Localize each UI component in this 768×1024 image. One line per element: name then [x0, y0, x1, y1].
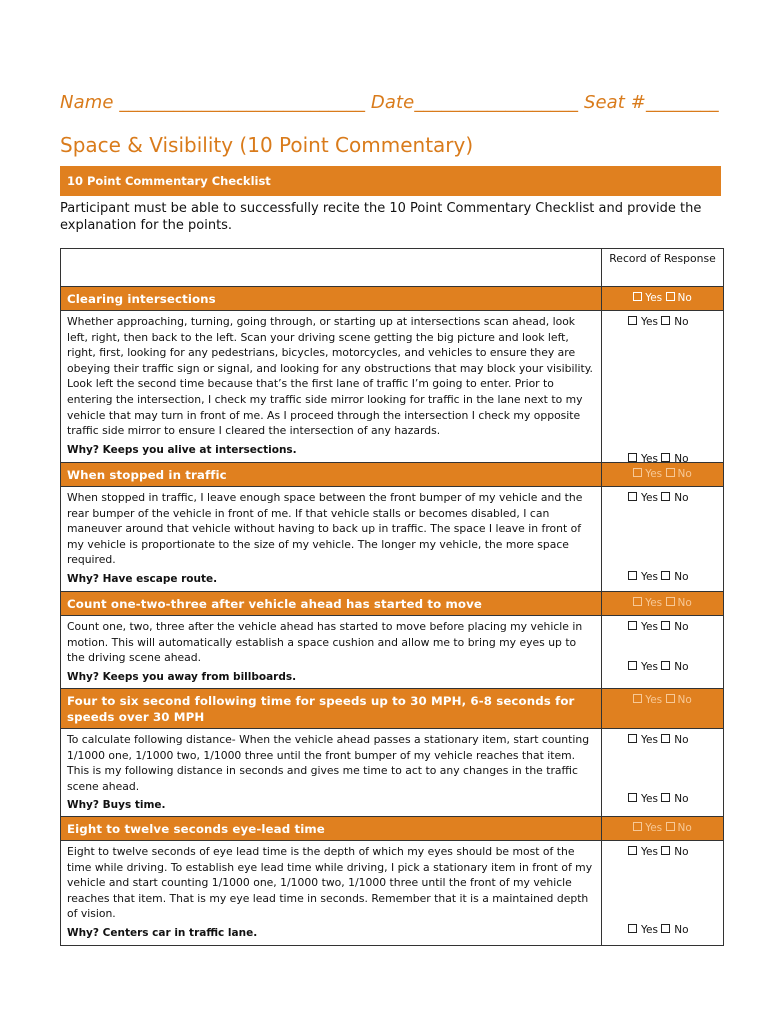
response-cell	[602, 616, 724, 689]
checkbox-icon[interactable]	[661, 453, 670, 462]
section-body-row	[61, 729, 724, 817]
checkbox-icon[interactable]	[628, 793, 637, 802]
section-yes-no: Yes No	[602, 463, 724, 487]
section-body-row	[61, 311, 724, 463]
checkbox-icon[interactable]	[628, 924, 637, 933]
section-yes-no: Yes No	[602, 689, 724, 729]
section-body	[61, 311, 602, 463]
checkbox-icon[interactable]	[666, 694, 675, 703]
checkbox-icon[interactable]	[661, 492, 670, 501]
section-heading: When stopped in traffic	[61, 463, 602, 487]
yes-no-bottom: Yes No	[628, 923, 689, 939]
section-heading-row	[61, 463, 724, 487]
date-blank[interactable]: __________________	[414, 92, 579, 113]
section-body	[61, 616, 602, 689]
section-text: To calculate following distance- When the vehicle ahead passes a stationary item, start counting 1/1000 one, 1/1000 two, 1/1000 three until the front bumper of my vehicle reaches that item. This is my following distance in seconds and gives me time to act to any changes in the traffic scene ahead.	[67, 733, 590, 793]
response-cell	[602, 311, 724, 463]
checkbox-icon[interactable]	[633, 822, 642, 831]
checklist-banner: 10 Point Commentary Checklist	[60, 166, 721, 196]
yes-no-bottom: Yes No	[628, 452, 689, 468]
checkbox-icon[interactable]	[628, 453, 637, 462]
checkbox-icon[interactable]	[661, 846, 670, 855]
checkbox-icon[interactable]	[628, 621, 637, 630]
checkbox-icon[interactable]	[633, 694, 642, 703]
checkbox-icon[interactable]	[661, 793, 670, 802]
section-body-row	[61, 616, 724, 689]
checklist-table	[60, 248, 724, 946]
checkbox-icon[interactable]	[661, 316, 670, 325]
checkbox-icon[interactable]	[666, 822, 675, 831]
response-cell	[602, 841, 724, 946]
name-blank[interactable]: ___________________________	[119, 92, 366, 113]
yes-no-top: Yes No	[628, 620, 689, 636]
checkbox-icon[interactable]	[633, 597, 642, 606]
checkbox-icon[interactable]	[661, 571, 670, 580]
yes-no-bottom: Yes No	[628, 570, 689, 586]
section-why: Why? Have escape route.	[67, 572, 218, 585]
checkbox-icon[interactable]	[628, 492, 637, 501]
checkbox-icon[interactable]	[666, 597, 675, 606]
name-label: Name	[60, 92, 114, 113]
section-why: Why? Keeps you alive at intersections.	[67, 443, 297, 456]
yes-no-top: Yes No	[628, 845, 689, 861]
checkbox-icon[interactable]	[661, 734, 670, 743]
date-label: Date	[370, 92, 415, 113]
checkbox-icon[interactable]	[661, 924, 670, 933]
checkbox-icon[interactable]	[633, 292, 642, 301]
section-body-row	[61, 487, 724, 592]
section-body	[61, 841, 602, 946]
table-header-row	[61, 249, 724, 287]
intro-paragraph: Participant must be able to successfully recite the 10 Point Commentary Checklist and provide the explanation for the points.	[60, 201, 702, 233]
checkbox-icon[interactable]	[666, 292, 675, 301]
section-yes-no: Yes No	[602, 592, 724, 616]
section-text: When stopped in traffic, I leave enough space between the front bumper of my vehicle and the rear bumper of the vehicle in front of me. If that vehicle stalls or becomes disabled, I can maneuver around that vehicle without having to back up in traffic. The space I leave in front of my vehicle is proportionate to the size of my vehicle. The longer my vehicle, the more space required.	[67, 491, 583, 567]
section-why: Why? Buys time.	[67, 799, 166, 812]
section-text: Whether approaching, turning, going through, or starting up at intersections scan ahead, look left, right, then back to the left. Scan your driving scene getting the big picture and look left, right, first, looking for any pedestrians, bicycles, motorcycles, and vehicles to ensure they are obeying their traffic sign or signal, and looking for any obstructions that may block your visibility. Look left the second time because that’s the first lane of traffic I’m going to enter. Prior to entering the intersection, I check my traffic side mirror looking for traffic in the lane next to my vehicle that may turn in front of me. As I proceed through the intersection I check my opposite traffic side mirror to ensure I cleared the intersection of any hazards.	[67, 315, 593, 438]
yes-no-top: Yes No	[628, 733, 689, 749]
section-body	[61, 487, 602, 592]
checkbox-icon[interactable]	[628, 846, 637, 855]
checkbox-icon[interactable]	[633, 468, 642, 477]
checkbox-icon[interactable]	[661, 661, 670, 670]
checkbox-icon[interactable]	[628, 734, 637, 743]
response-cell	[602, 487, 724, 592]
section-heading-row	[61, 817, 724, 841]
section-heading: Count one-two-three after vehicle ahead has started to move	[61, 592, 602, 616]
page-title: Space & Visibility (10 Point Commentary)	[60, 133, 474, 157]
seat-blank[interactable]: ________	[645, 92, 719, 113]
yes-no-bottom: Yes No	[628, 660, 689, 676]
checkbox-icon[interactable]	[661, 621, 670, 630]
section-why: Why? Centers car in traffic lane.	[67, 926, 258, 939]
section-body-row	[61, 841, 724, 946]
section-body	[61, 729, 602, 817]
response-header: Record of Response	[602, 249, 724, 287]
section-heading: Eight to twelve seconds eye-lead time	[61, 817, 602, 841]
section-heading-row	[61, 689, 724, 729]
section-text: Eight to twelve seconds of eye lead time is the depth of which my eyes should be most of the time while driving. To establish eye lead time while driving, I pick a stationary item in front of my vehicle and start counting 1/1000 one, 1/1000 two, 1/1000 three until the front of my vehicle reaches that item. That is my eye lead time in seconds. Remember that it is a maintained depth of vision.	[67, 845, 593, 921]
section-heading-row	[61, 592, 724, 616]
yes-no-top: Yes No	[628, 491, 689, 507]
response-cell	[602, 729, 724, 817]
checkbox-icon[interactable]	[628, 661, 637, 670]
section-yes-no: Yes No	[602, 817, 724, 841]
header-empty-cell	[61, 249, 602, 287]
checkbox-icon[interactable]	[628, 571, 637, 580]
section-heading-row	[61, 287, 724, 311]
yes-no-top: Yes No	[628, 315, 689, 331]
yes-no-bottom: Yes No	[628, 792, 689, 808]
checkbox-icon[interactable]	[628, 316, 637, 325]
checkbox-icon[interactable]	[666, 468, 675, 477]
section-why: Why? Keeps you away from billboards.	[67, 670, 297, 683]
section-heading: Clearing intersections	[61, 287, 602, 311]
section-text: Count one, two, three after the vehicle ahead has started to move before placing my vehicle in motion. This will automatically establish a space cushion and allow me to bring my eyes up to the driving scene ahead.	[67, 620, 583, 665]
section-heading: Four to six second following time for speeds up to 30 MPH, 6-8 seconds for speeds over 30 MPH	[61, 689, 602, 729]
header-fields	[60, 92, 721, 113]
seat-label: Seat #	[583, 92, 646, 113]
section-yes-no: Yes No	[602, 287, 724, 311]
